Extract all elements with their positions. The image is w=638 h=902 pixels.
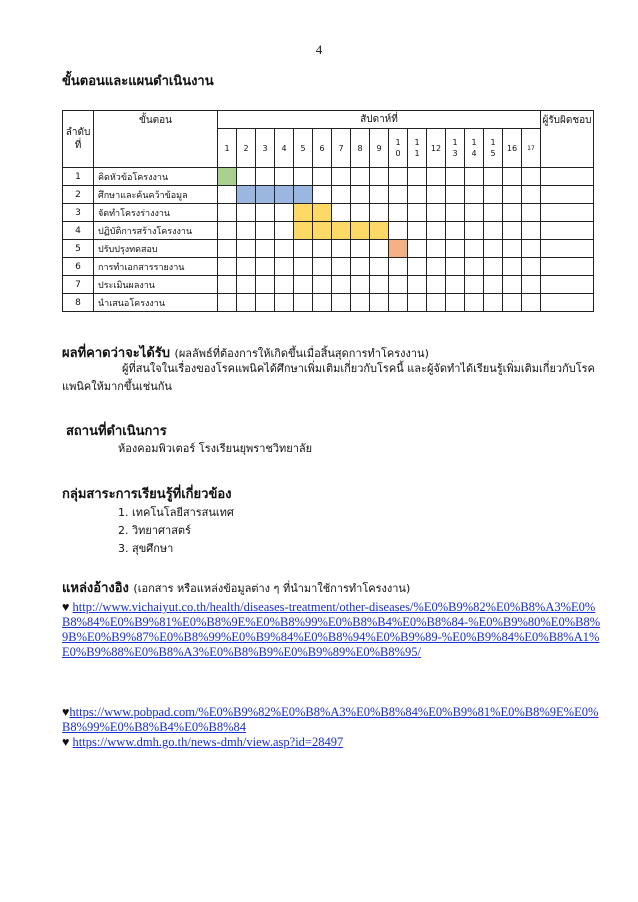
- gantt-cell: [218, 294, 237, 312]
- location-heading: สถานที่ดำเนินการ: [66, 424, 167, 439]
- gantt-cell: [408, 222, 427, 240]
- step-number: 4: [63, 222, 94, 240]
- gantt-cell: [237, 240, 256, 258]
- gantt-cell: [351, 294, 370, 312]
- col-step-header: ขั้นตอน: [94, 111, 218, 168]
- gantt-cell: [256, 204, 275, 222]
- reference-item-2: [62, 705, 602, 735]
- gantt-cell: [408, 258, 427, 276]
- step-number: 1: [63, 168, 94, 186]
- gantt-cell: [389, 294, 408, 312]
- gantt-bar-cell: [389, 240, 408, 258]
- gantt-cell: [332, 168, 351, 186]
- responsible-cell: [541, 186, 594, 204]
- gantt-bar-cell: [313, 222, 332, 240]
- gantt-cell: [294, 240, 313, 258]
- gantt-cell: [313, 258, 332, 276]
- gantt-cell: [256, 258, 275, 276]
- responsible-cell: [541, 240, 594, 258]
- gantt-cell: [294, 276, 313, 294]
- gantt-cell: [484, 258, 503, 276]
- gantt-cell: [275, 222, 294, 240]
- plan-row: [63, 204, 594, 222]
- gantt-cell: [332, 240, 351, 258]
- gantt-cell: [465, 204, 484, 222]
- step-number: 7: [63, 276, 94, 294]
- gantt-cell: [275, 204, 294, 222]
- week-header-cell: 1 3: [446, 129, 465, 168]
- gantt-cell: [351, 168, 370, 186]
- gantt-cell: [389, 186, 408, 204]
- references-title: แหล่งอ้างอิง: [62, 581, 129, 596]
- gantt-cell: [503, 258, 522, 276]
- gantt-cell: [332, 204, 351, 222]
- gantt-cell: [522, 222, 541, 240]
- reference-item-1: [62, 600, 602, 660]
- gantt-cell: [427, 294, 446, 312]
- gantt-cell: [427, 258, 446, 276]
- gantt-cell: [218, 204, 237, 222]
- gantt-cell: [370, 276, 389, 294]
- gantt-cell: [522, 168, 541, 186]
- gantt-cell: [522, 186, 541, 204]
- gantt-cell: [484, 294, 503, 312]
- step-name: ปรับปรุงทดสอบ: [94, 240, 218, 258]
- expected-line-2: แพนิคให้มากขึ้นเช่นกัน: [62, 380, 172, 393]
- gantt-bar-cell: [218, 168, 237, 186]
- gantt-cell: [465, 186, 484, 204]
- gantt-cell: [218, 276, 237, 294]
- gantt-cell: [256, 294, 275, 312]
- gantt-cell: [446, 276, 465, 294]
- gantt-cell: [351, 240, 370, 258]
- step-name: นำเสนอโครงงาน: [94, 294, 218, 312]
- responsible-cell: [541, 276, 594, 294]
- gantt-cell: [484, 222, 503, 240]
- step-name: ประเมินผลงาน: [94, 276, 218, 294]
- gantt-cell: [427, 186, 446, 204]
- gantt-cell: [313, 276, 332, 294]
- week-header-cell: 2: [237, 129, 256, 168]
- gantt-cell: [484, 240, 503, 258]
- gantt-cell: [218, 258, 237, 276]
- gantt-cell: [313, 168, 332, 186]
- step-name: ศึกษาและค้นคว้าข้อมูล: [94, 186, 218, 204]
- gantt-cell: [427, 222, 446, 240]
- subject-item-2: 2. วิทยาศาสตร์: [118, 524, 191, 537]
- gantt-cell: [484, 168, 503, 186]
- week-header-cell: 17: [522, 129, 541, 168]
- gantt-cell: [389, 204, 408, 222]
- reference-link-1[interactable]: http://www.vichaiyut.co.th/health/diseases-treatment/other-diseases/%E0%B9%82%E0%B8%A3%E0%B8%84%E0%B9%81%E0%B8%9E%E0%B8%99%E0%B8%B4%E0%B8%84-%E0%B9%80%E0%B8%9B%E0%B9%87%E0%B8%99%E0%B9%84%E0%B8%94%E0%B9%89-%E0%B9%84%E0%B8%A1%E0%B9%88%E0%B8%A3%E0%B8%B9%E0%B9%89%E0%B8%95/: [62, 600, 601, 659]
- gantt-cell: [237, 258, 256, 276]
- gantt-bar-cell: [370, 222, 389, 240]
- gantt-cell: [503, 222, 522, 240]
- gantt-cell: [332, 258, 351, 276]
- gantt-cell: [275, 276, 294, 294]
- plan-row: [63, 168, 594, 186]
- week-header-cell: 7: [332, 129, 351, 168]
- gantt-cell: [237, 276, 256, 294]
- plan-row: [63, 276, 594, 294]
- heart-bullet-icon: ♥: [62, 600, 70, 614]
- responsible-cell: [541, 258, 594, 276]
- gantt-cell: [503, 276, 522, 294]
- gantt-cell: [522, 276, 541, 294]
- gantt-cell: [408, 204, 427, 222]
- gantt-cell: [446, 294, 465, 312]
- gantt-cell: [370, 258, 389, 276]
- gantt-bar-cell: [275, 186, 294, 204]
- location-text: ห้องคอมพิวเตอร์ โรงเรียนยุพราชวิทยาลัย: [118, 442, 313, 455]
- gantt-cell: [389, 222, 408, 240]
- gantt-cell: [389, 168, 408, 186]
- gantt-cell: [370, 186, 389, 204]
- gantt-cell: [503, 240, 522, 258]
- gantt-cell: [427, 204, 446, 222]
- gantt-cell: [522, 240, 541, 258]
- expected-subtitle: (ผลลัพธ์ที่ต้องการให้เกิดขึ้นเมื่อสิ้นสุดการทำโครงงาน): [174, 347, 429, 360]
- gantt-cell: [465, 276, 484, 294]
- col-week-header: สัปดาห์ที่: [218, 111, 541, 129]
- plan-row: [63, 294, 594, 312]
- col-resp-header: ผู้รับผิดชอบ: [541, 111, 594, 168]
- week-header-cell: 5: [294, 129, 313, 168]
- responsible-cell: [541, 222, 594, 240]
- step-number: 5: [63, 240, 94, 258]
- gantt-cell: [218, 222, 237, 240]
- subjects-heading: กลุ่มสาระการเรียนรู้ที่เกี่ยวข้อง: [62, 487, 232, 502]
- gantt-cell: [351, 276, 370, 294]
- gantt-cell: [484, 204, 503, 222]
- gantt-cell: [465, 222, 484, 240]
- gantt-cell: [408, 294, 427, 312]
- plan-row: [63, 222, 594, 240]
- gantt-cell: [275, 240, 294, 258]
- gantt-cell: [332, 186, 351, 204]
- gantt-cell: [294, 258, 313, 276]
- step-name: การทำเอกสารรายงาน: [94, 258, 218, 276]
- gantt-cell: [237, 294, 256, 312]
- gantt-cell: [484, 186, 503, 204]
- gantt-cell: [446, 168, 465, 186]
- plan-heading: ขั้นตอนและแผนดำเนินงาน: [62, 74, 214, 89]
- gantt-cell: [256, 168, 275, 186]
- gantt-cell: [351, 258, 370, 276]
- gantt-cell: [427, 276, 446, 294]
- gantt-cell: [294, 168, 313, 186]
- responsible-cell: [541, 168, 594, 186]
- plan-row: [63, 240, 594, 258]
- week-header-cell: 1: [218, 129, 237, 168]
- gantt-cell: [294, 294, 313, 312]
- week-header-cell: 16: [503, 129, 522, 168]
- gantt-bar-cell: [256, 186, 275, 204]
- gantt-cell: [408, 240, 427, 258]
- plan-row: [63, 186, 594, 204]
- gantt-cell: [408, 186, 427, 204]
- gantt-bar-cell: [351, 222, 370, 240]
- reference-item-3: [62, 735, 602, 750]
- page-number: 4: [315, 42, 323, 57]
- step-number: 6: [63, 258, 94, 276]
- week-header-cell: 1 4: [465, 129, 484, 168]
- gantt-cell: [370, 294, 389, 312]
- step-number: 8: [63, 294, 94, 312]
- gantt-cell: [218, 186, 237, 204]
- subject-item-3: 3. สุขศึกษา: [118, 542, 174, 555]
- gantt-cell: [237, 204, 256, 222]
- heart-bullet-icon: ♥: [62, 735, 70, 749]
- gantt-cell: [332, 294, 351, 312]
- week-header-cell: 1 0: [389, 129, 408, 168]
- gantt-cell: [237, 168, 256, 186]
- expected-title: ผลที่คาดว่าจะได้รับ: [62, 346, 171, 361]
- gantt-cell: [256, 276, 275, 294]
- gantt-cell: [313, 240, 332, 258]
- week-header-cell: 4: [275, 129, 294, 168]
- reference-link-3[interactable]: https://www.dmh.go.th/news-dmh/view.asp?id=28497: [72, 735, 344, 749]
- gantt-cell: [332, 276, 351, 294]
- gantt-cell: [446, 204, 465, 222]
- step-name: คิดหัวข้อโครงงาน: [94, 168, 218, 186]
- heart-bullet-icon: ♥: [62, 705, 70, 719]
- week-header-cell: 12: [427, 129, 446, 168]
- gantt-bar-cell: [332, 222, 351, 240]
- gantt-cell: [465, 258, 484, 276]
- gantt-cell: [465, 294, 484, 312]
- gantt-cell: [503, 168, 522, 186]
- expected-line-1: ผู้ที่สนใจในเรื่องของโรคแพนิคได้ศึกษาเพิ่มเติมเกี่ยวกับโรคนี้ และผู้จัดทำได้เรียนรู้เพิ่มเติมเกี่ยวกับโรค: [122, 362, 595, 375]
- week-header-cell: 6: [313, 129, 332, 168]
- gantt-cell: [427, 168, 446, 186]
- subject-item-1: 1. เทคโนโลยีสารสนเทศ: [118, 506, 234, 519]
- week-header-cell: 9: [370, 129, 389, 168]
- step-name: ปฏิบัติการสร้างโครงงาน: [94, 222, 218, 240]
- gantt-cell: [351, 186, 370, 204]
- gantt-cell: [522, 258, 541, 276]
- week-header-cell: 1 1: [408, 129, 427, 168]
- gantt-cell: [275, 168, 294, 186]
- gantt-bar-cell: [294, 186, 313, 204]
- step-name: จัดทำโครงร่างงาน: [94, 204, 218, 222]
- reference-link-2[interactable]: https://www.pobpad.com/%E0%B9%82%E0%B8%A3%E0%B8%84%E0%B9%81%E0%B8%9E%E0%B8%99%E0%B8%B4%E0%B8%84: [62, 705, 599, 734]
- week-header-cell: 1 5: [484, 129, 503, 168]
- references-subtitle: (เอกสาร หรือแหล่งข้อมูลต่าง ๆ ที่นำมาใช้การทำโครงงาน): [133, 582, 411, 595]
- week-header-cell: 8: [351, 129, 370, 168]
- gantt-cell: [446, 222, 465, 240]
- gantt-bar-cell: [294, 222, 313, 240]
- step-number: 2: [63, 186, 94, 204]
- responsible-cell: [541, 204, 594, 222]
- gantt-cell: [275, 294, 294, 312]
- gantt-cell: [446, 258, 465, 276]
- gantt-cell: [408, 276, 427, 294]
- gantt-cell: [237, 222, 256, 240]
- week-header-cell: 3: [256, 129, 275, 168]
- gantt-cell: [313, 186, 332, 204]
- gantt-cell: [408, 168, 427, 186]
- gantt-cell: [503, 204, 522, 222]
- gantt-cell: [503, 294, 522, 312]
- gantt-bar-cell: [294, 204, 313, 222]
- gantt-cell: [484, 276, 503, 294]
- gantt-cell: [275, 258, 294, 276]
- gantt-cell: [313, 294, 332, 312]
- gantt-bar-cell: [237, 186, 256, 204]
- gantt-cell: [370, 168, 389, 186]
- step-number: 3: [63, 204, 94, 222]
- gantt-cell: [522, 294, 541, 312]
- gantt-cell: [522, 204, 541, 222]
- gantt-cell: [503, 186, 522, 204]
- plan-row: [63, 258, 594, 276]
- gantt-cell: [389, 258, 408, 276]
- gantt-cell: [446, 186, 465, 204]
- gantt-cell: [427, 240, 446, 258]
- work-plan-table: [62, 110, 594, 312]
- gantt-cell: [370, 204, 389, 222]
- references-heading: [62, 577, 410, 598]
- gantt-cell: [389, 276, 408, 294]
- col-no-header: ลำดับที่: [63, 111, 94, 168]
- gantt-cell: [465, 168, 484, 186]
- gantt-cell: [370, 240, 389, 258]
- gantt-cell: [465, 240, 484, 258]
- gantt-cell: [256, 222, 275, 240]
- gantt-cell: [446, 240, 465, 258]
- gantt-cell: [218, 240, 237, 258]
- gantt-cell: [351, 204, 370, 222]
- gantt-cell: [256, 240, 275, 258]
- gantt-bar-cell: [313, 204, 332, 222]
- responsible-cell: [541, 294, 594, 312]
